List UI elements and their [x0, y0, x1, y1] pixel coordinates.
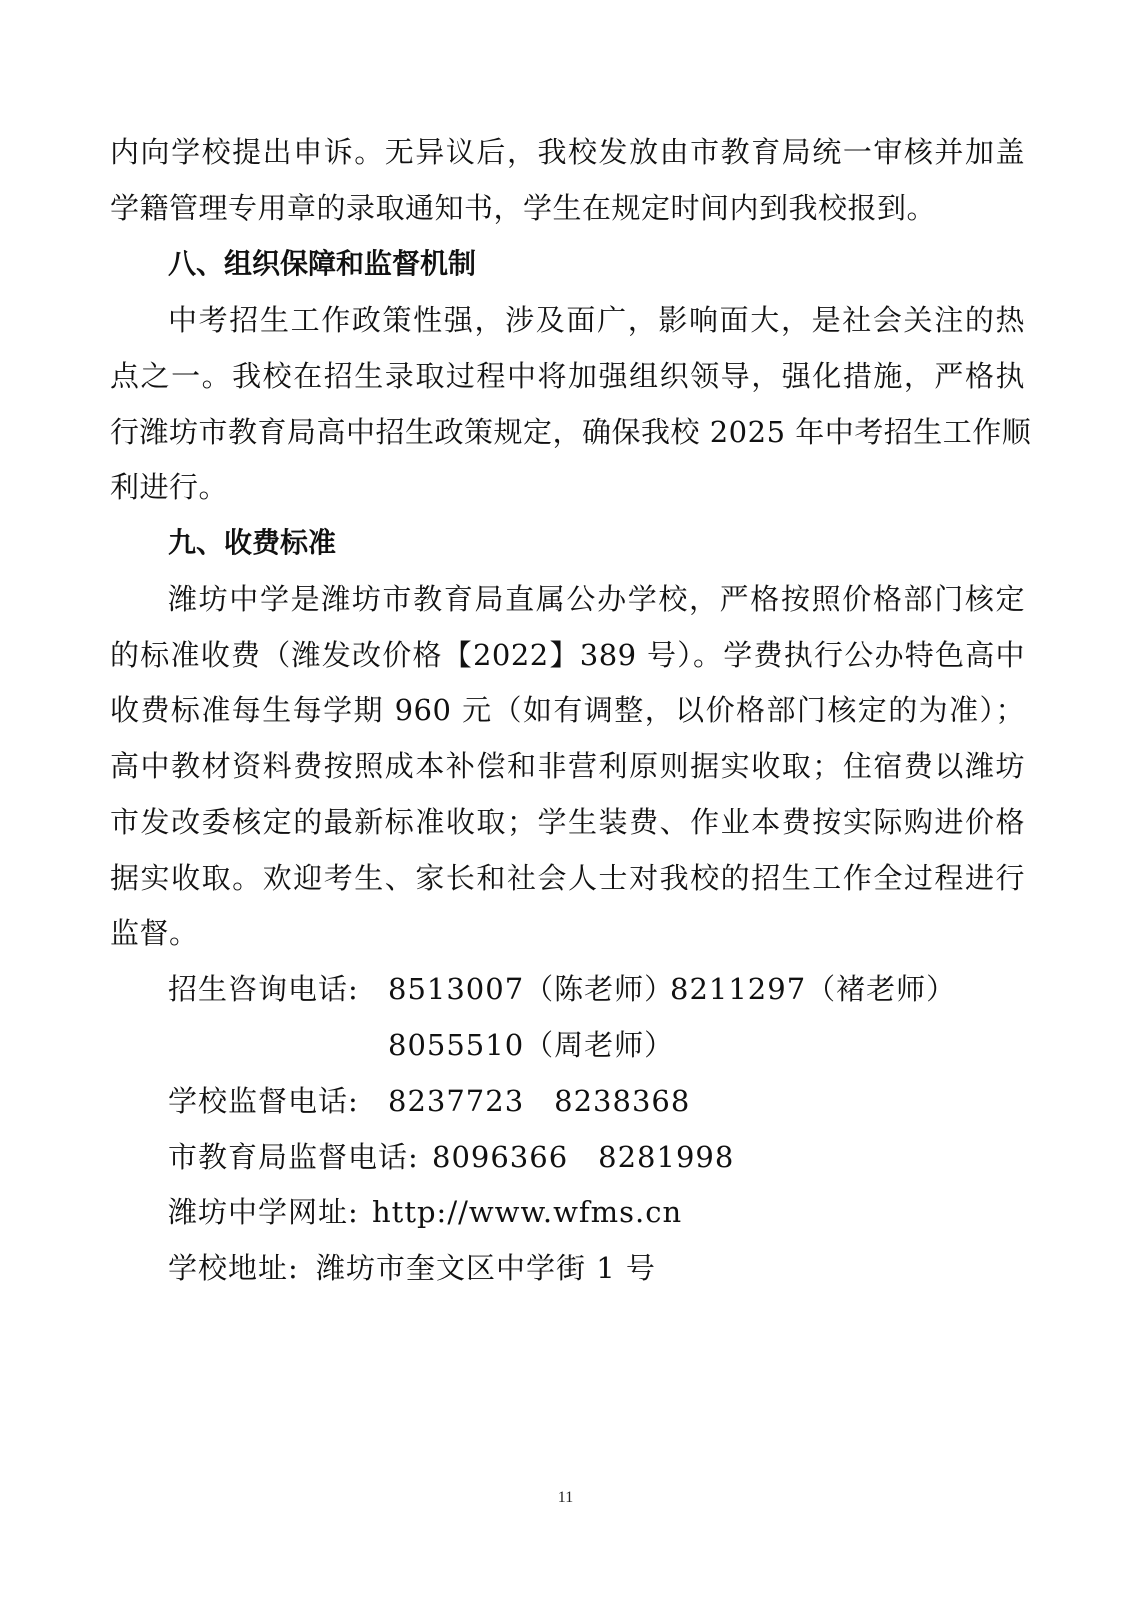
body-text-line: 中考招生工作政策性强，涉及面广，影响面大，是社会关注的热 — [168, 303, 1025, 337]
school-supervision-label: 学校监督电话: — [168, 1084, 359, 1118]
body-text-line: 行潍坊市教育局高中招生政策规定，确保我校 2025 年中考招生工作顺 — [110, 415, 1032, 449]
consult-phone-label: 招生咨询电话: — [168, 972, 359, 1006]
body-text-line: 收费标准每生每学期 960 元（如有调整，以价格部门核定的为准）； — [110, 693, 1025, 727]
body-text-line: 监督。 — [110, 916, 199, 950]
body-text-line: 市发改委核定的最新标准收取；学生装费、作业本费按实际购进价格 — [110, 805, 1025, 839]
body-text-line: 学籍管理专用章的录取通知书，学生在规定时间内到我校报到。 — [110, 191, 937, 225]
school-supervision-numbers: 8237723 8238368 — [388, 1084, 691, 1118]
website-label: 潍坊中学网址: — [168, 1195, 359, 1229]
body-text-line: 潍坊中学是潍坊市教育局直属公办学校，严格按照价格部门核定 — [168, 582, 1025, 616]
body-text-line: 高中教材资料费按照成本补偿和非营利原则据实收取；住宿费以潍坊 — [110, 749, 1025, 783]
body-text-line: 据实收取。欢迎考生、家长和社会人士对我校的招生工作全过程进行 — [110, 861, 1025, 895]
consult-phone-1: 8513007（陈老师） — [388, 972, 675, 1006]
section-heading-9: 九、收费标准 — [168, 526, 337, 559]
page-number: 11 — [557, 1489, 574, 1506]
address-label: 学校地址: — [168, 1251, 299, 1285]
bureau-supervision-label: 市教育局监督电话: — [168, 1140, 419, 1174]
consult-phone-2: 8211297（褚老师） — [670, 972, 957, 1006]
website-link[interactable]: http://www.wfms.cn — [372, 1195, 683, 1229]
body-text-line: 内向学校提出申诉。无异议后，我校发放由市教育局统一审核并加盖 — [110, 135, 1025, 169]
body-text-line: 点之一。我校在招生录取过程中将加强组织领导，强化措施，严格执 — [110, 359, 1025, 393]
body-text-line: 利进行。 — [110, 470, 229, 504]
section-heading-8: 八、组织保障和监督机制 — [168, 247, 477, 280]
bureau-supervision-numbers: 8096366 8281998 — [432, 1140, 735, 1174]
body-text-line: 的标准收费（潍发改价格【2022】389 号）。学费执行公办特色高中 — [110, 638, 1025, 672]
consult-phone-3: 8055510（周老师） — [388, 1028, 675, 1062]
address-value: 潍坊市奎文区中学街 1 号 — [316, 1251, 656, 1285]
